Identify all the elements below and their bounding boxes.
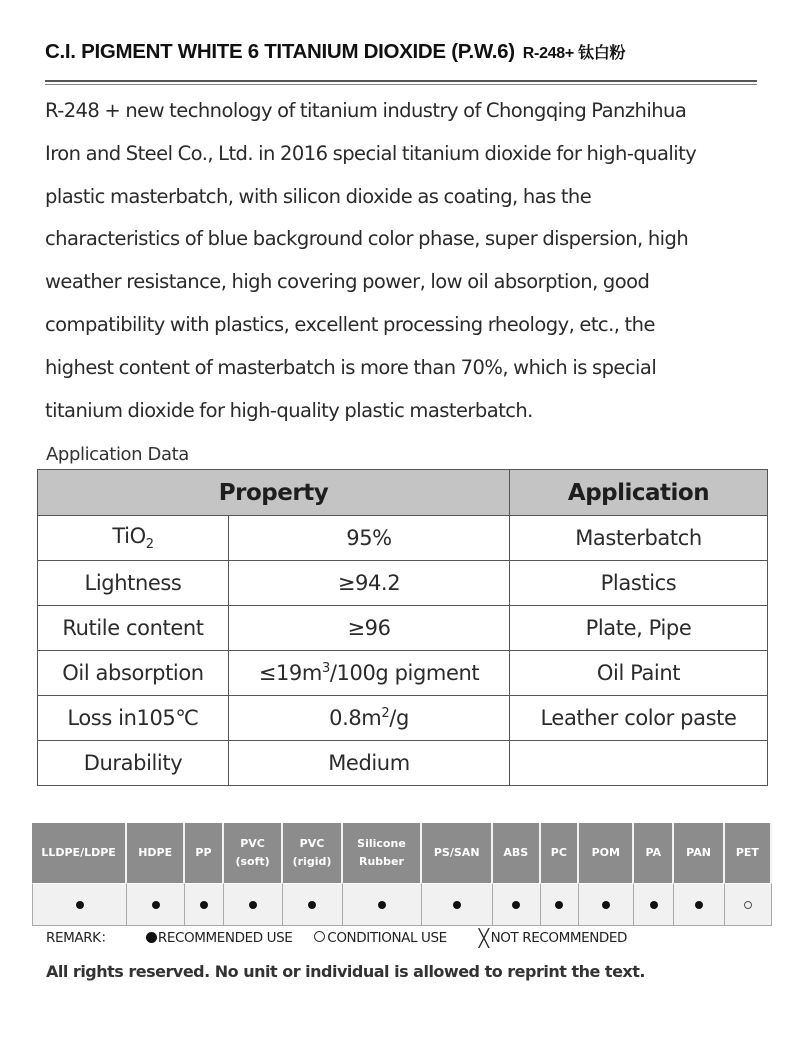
polymer-status-cell <box>224 883 284 926</box>
filled-circle-icon <box>200 901 208 909</box>
cross-icon: ╳ <box>478 929 489 949</box>
remark-legend <box>46 926 627 948</box>
property-name-subscript: 2 <box>145 537 154 553</box>
property-value-cell <box>229 516 510 561</box>
filled-circle-icon <box>453 901 461 909</box>
legend-not-recommended-text: NOT RECOMMENDED <box>490 930 628 946</box>
polymer-name-qualifier: (rigid) <box>292 855 332 868</box>
polymer-status-row <box>32 883 772 926</box>
polymer-header <box>725 823 772 883</box>
header-property: Property <box>38 470 510 516</box>
polymer-name: PC <box>550 846 567 859</box>
application-data-label: Application Data <box>46 444 189 465</box>
open-circle-icon <box>314 931 325 942</box>
property-name-cell <box>38 741 229 786</box>
application-cell <box>510 651 768 696</box>
polymer-name: PS/SAN <box>433 846 480 859</box>
filled-circle-icon <box>152 901 160 909</box>
polymer-status-cell <box>634 883 674 926</box>
polymer-header <box>579 823 634 883</box>
application-data-table <box>37 469 768 786</box>
description-line: weather resistance, high covering power, low oil absorption, good <box>45 270 650 294</box>
copyright-notice: All rights reserved. No unit or individual is allowed to reprint the text. <box>46 962 645 981</box>
property-value: ≥94.2 <box>337 571 401 595</box>
polymer-header <box>283 823 342 883</box>
property-name: Oil absorption <box>62 661 204 685</box>
application-cell <box>510 561 768 606</box>
property-name: Durability <box>83 751 183 775</box>
polymer-name: PVC <box>240 837 265 850</box>
remark-label: REMARK： <box>46 930 114 946</box>
application-name: Oil Paint <box>596 661 681 685</box>
filled-circle-icon <box>146 932 157 943</box>
polymer-status-cell <box>127 883 185 926</box>
property-value-unit: /g <box>389 706 409 730</box>
polymer-status-cell <box>725 883 772 926</box>
property-name: Loss in105℃ <box>67 706 199 730</box>
polymer-header <box>541 823 580 883</box>
polymer-status-cell <box>343 883 423 926</box>
polymer-header <box>127 823 185 883</box>
property-name: TiO <box>112 523 146 548</box>
filled-circle-icon <box>650 901 658 909</box>
polymer-header <box>32 823 127 883</box>
table-row <box>38 561 768 606</box>
property-value: ≤19m <box>258 661 322 685</box>
polymer-header <box>224 823 284 883</box>
polymer-status-cell <box>32 883 127 926</box>
polymer-header <box>493 823 541 883</box>
polymer-status-cell <box>674 883 725 926</box>
table-row <box>38 516 768 561</box>
property-value: 95% <box>346 526 392 550</box>
description-line: characteristics of blue background color phase, super dispersion, high <box>45 227 689 251</box>
polymer-name: HDPE <box>138 846 173 859</box>
polymer-status-cell <box>422 883 493 926</box>
property-value: Medium <box>328 751 410 775</box>
polymer-name: PA <box>645 846 662 859</box>
polymer-name: PVC <box>299 837 325 850</box>
filled-circle-icon <box>555 901 563 909</box>
table-row <box>38 741 768 786</box>
filled-circle-icon <box>76 901 84 909</box>
property-value-cell <box>229 561 510 606</box>
polymer-status-cell <box>493 883 541 926</box>
polymer-compatibility-table <box>32 823 772 926</box>
table-row <box>38 606 768 651</box>
title-main: C.I. PIGMENT WHITE 6 TITANIUM DIOXIDE (P.W.6) <box>45 40 515 63</box>
polymer-header <box>343 823 423 883</box>
property-value: ≥96 <box>347 616 391 640</box>
application-cell <box>510 606 768 651</box>
polymer-name: ABS <box>503 846 529 859</box>
legend-recommended-text: RECOMMENDED USE <box>157 930 293 946</box>
application-name: Masterbatch <box>575 526 702 550</box>
description-line: Iron and Steel Co., Ltd. in 2016 special titanium dioxide for high-quality <box>45 141 697 165</box>
application-name: Plate, Pipe <box>585 616 692 640</box>
filled-circle-icon <box>695 901 703 909</box>
polymer-status-cell <box>185 883 224 926</box>
table-header-row <box>38 470 768 516</box>
property-value-cell <box>229 696 510 741</box>
application-cell <box>510 741 768 786</box>
property-name-cell <box>38 606 229 651</box>
table-row <box>38 651 768 696</box>
polymer-header-row <box>32 823 772 883</box>
header-application: Application <box>510 470 768 516</box>
property-name-cell <box>38 651 229 696</box>
legend-conditional-text: CONDITIONAL USE <box>327 930 447 946</box>
property-value-cell <box>229 741 510 786</box>
polymer-name: PAN <box>686 846 711 859</box>
description-line: compatibility with plastics, excellent processing rheology, etc., the <box>45 312 655 336</box>
application-name: Plastics <box>600 571 677 595</box>
polymer-status-cell <box>541 883 580 926</box>
property-name-cell <box>38 696 229 741</box>
filled-circle-icon <box>602 901 610 909</box>
description-line: titanium dioxide for high-quality plastic masterbatch. <box>45 398 533 422</box>
polymer-name: PP <box>195 846 212 859</box>
polymer-name: POM <box>591 846 620 859</box>
polymer-header <box>422 823 493 883</box>
legend-conditional <box>314 930 447 946</box>
property-value-cell <box>229 606 510 651</box>
polymer-header <box>185 823 224 883</box>
title-divider-top <box>45 80 757 82</box>
application-name: Leather color paste <box>540 706 737 730</box>
polymer-status-cell <box>283 883 342 926</box>
polymer-name-qualifier: Rubber <box>359 855 404 868</box>
polymer-name: LLDPE/LDPE <box>41 846 116 859</box>
property-name: Rutile content <box>62 616 204 640</box>
application-cell <box>510 696 768 741</box>
property-value-superscript: 3 <box>321 661 330 676</box>
title-divider-bottom <box>45 84 757 85</box>
title-subtitle: R-248+ 钛白粉 <box>522 45 626 62</box>
property-value-superscript: 2 <box>381 706 390 721</box>
open-circle-icon <box>744 901 752 909</box>
table-row <box>38 696 768 741</box>
filled-circle-icon <box>249 901 257 909</box>
description-line: plastic masterbatch, with silicon dioxide as coating, has the <box>45 184 592 208</box>
property-name: Lightness <box>84 571 182 595</box>
filled-circle-icon <box>378 901 386 909</box>
polymer-name-qualifier: (soft) <box>235 855 270 868</box>
property-value-unit: /100g pigment <box>329 661 480 685</box>
polymer-name: PET <box>735 846 759 859</box>
filled-circle-icon <box>512 901 520 909</box>
legend-not-recommended <box>479 930 627 948</box>
polymer-status-cell <box>579 883 634 926</box>
property-name-cell <box>38 516 229 561</box>
description-line: R-248 + new technology of titanium industry of Chongqing Panzhihua <box>45 99 687 122</box>
property-value: 0.8m <box>329 706 382 730</box>
legend-recommended <box>146 930 292 946</box>
property-value-cell <box>229 651 510 696</box>
filled-circle-icon <box>308 901 316 909</box>
property-name-cell <box>38 561 229 606</box>
description-paragraph <box>45 90 765 432</box>
application-cell <box>510 516 768 561</box>
description-line: highest content of masterbatch is more than 70%, which is special <box>45 355 657 379</box>
polymer-header <box>634 823 674 883</box>
polymer-header <box>674 823 725 883</box>
page-title <box>45 40 625 64</box>
polymer-name: Silicone <box>357 837 406 850</box>
